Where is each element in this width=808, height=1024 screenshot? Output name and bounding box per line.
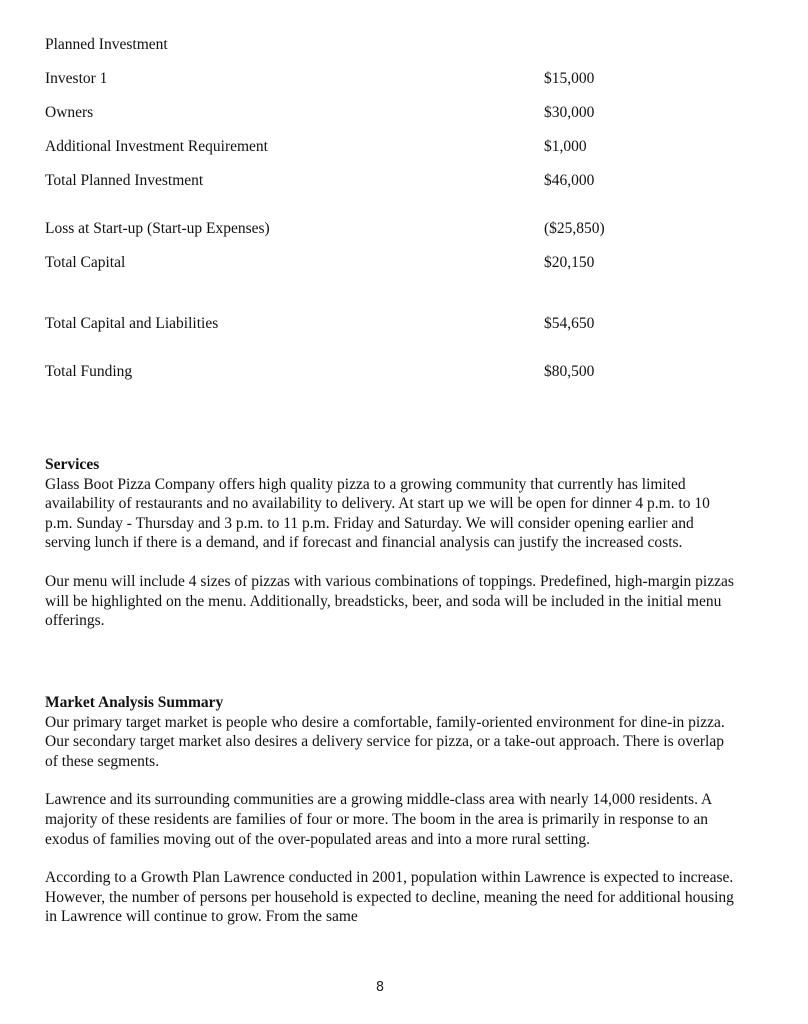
additional-investment-value: $1,000 <box>544 138 587 155</box>
additional-investment-label: Additional Investment Requirement <box>45 138 268 155</box>
owners-label: Owners <box>45 104 94 121</box>
services-heading: Services <box>45 456 100 473</box>
total-funding-label: Total Funding <box>45 363 133 380</box>
market-paragraph: According to a Growth Plan Lawrence conducted in 2001, population within Lawrence is expected to increase. However, the number of persons per household is expected to decline, meaning the need for additional housing in Lawrence will continue to grow. From the same <box>45 869 734 926</box>
market-analysis-section <box>45 693 735 927</box>
market-analysis-heading: Market Analysis Summary <box>45 694 224 711</box>
total-capital-label: Total Capital <box>45 254 126 271</box>
services-section <box>45 455 735 631</box>
total-planned-investment-label: Total Planned Investment <box>45 172 204 189</box>
services-paragraph: Glass Boot Pizza Company offers high quality pizza to a growing community that currently has limited availability of restaurants and no availability to delivery. At start up we will be open for dinner 4 p.m. to 10 p.m. Sunday - Thursday and 3 p.m. to 11 p.m. Friday and Saturday. We will consider opening earlier and serving lunch if there is a demand, and if forecast and financial analysis can justify the increased costs. <box>45 475 710 552</box>
market-paragraph: Our primary target market is people who desire a comfortable, family-oriented environment for dine-in pizza. Our secondary target market also desires a delivery service for pizza, or a take-out approach. There is overlap of these segments. <box>45 713 725 770</box>
loss-at-startup-label: Loss at Start-up (Start-up Expenses) <box>45 220 270 237</box>
total-funding-value: $80,500 <box>544 363 595 380</box>
planned-investment-header: Planned Investment <box>45 36 168 53</box>
total-planned-investment-value: $46,000 <box>544 172 595 189</box>
total-capital-value: $20,150 <box>544 254 595 271</box>
market-paragraph: Lawrence and its surrounding communities are a growing middle-class area with nearly 14,000 residents. A majority of these residents are families of four or more. The boom in the area is primarily in response to an exodus of families moving out of the over-populated areas and into a more rural setting. <box>45 791 712 848</box>
investor-1-label: Investor 1 <box>45 70 108 87</box>
services-paragraph: Our menu will include 4 sizes of pizzas with various combinations of toppings. Predefined, high-margin pizzas will be highlighted on the menu. Additionally, breadsticks, beer, and soda will be included in the initial menu offerings. <box>45 572 734 630</box>
page-number: 8 <box>375 980 385 995</box>
owners-value: $30,000 <box>544 104 595 121</box>
total-capital-liabilities-label: Total Capital and Liabilities <box>45 315 219 332</box>
loss-at-startup-value: ($25,850) <box>544 220 605 237</box>
total-capital-liabilities-value: $54,650 <box>544 315 595 332</box>
investor-1-value: $15,000 <box>544 70 595 87</box>
